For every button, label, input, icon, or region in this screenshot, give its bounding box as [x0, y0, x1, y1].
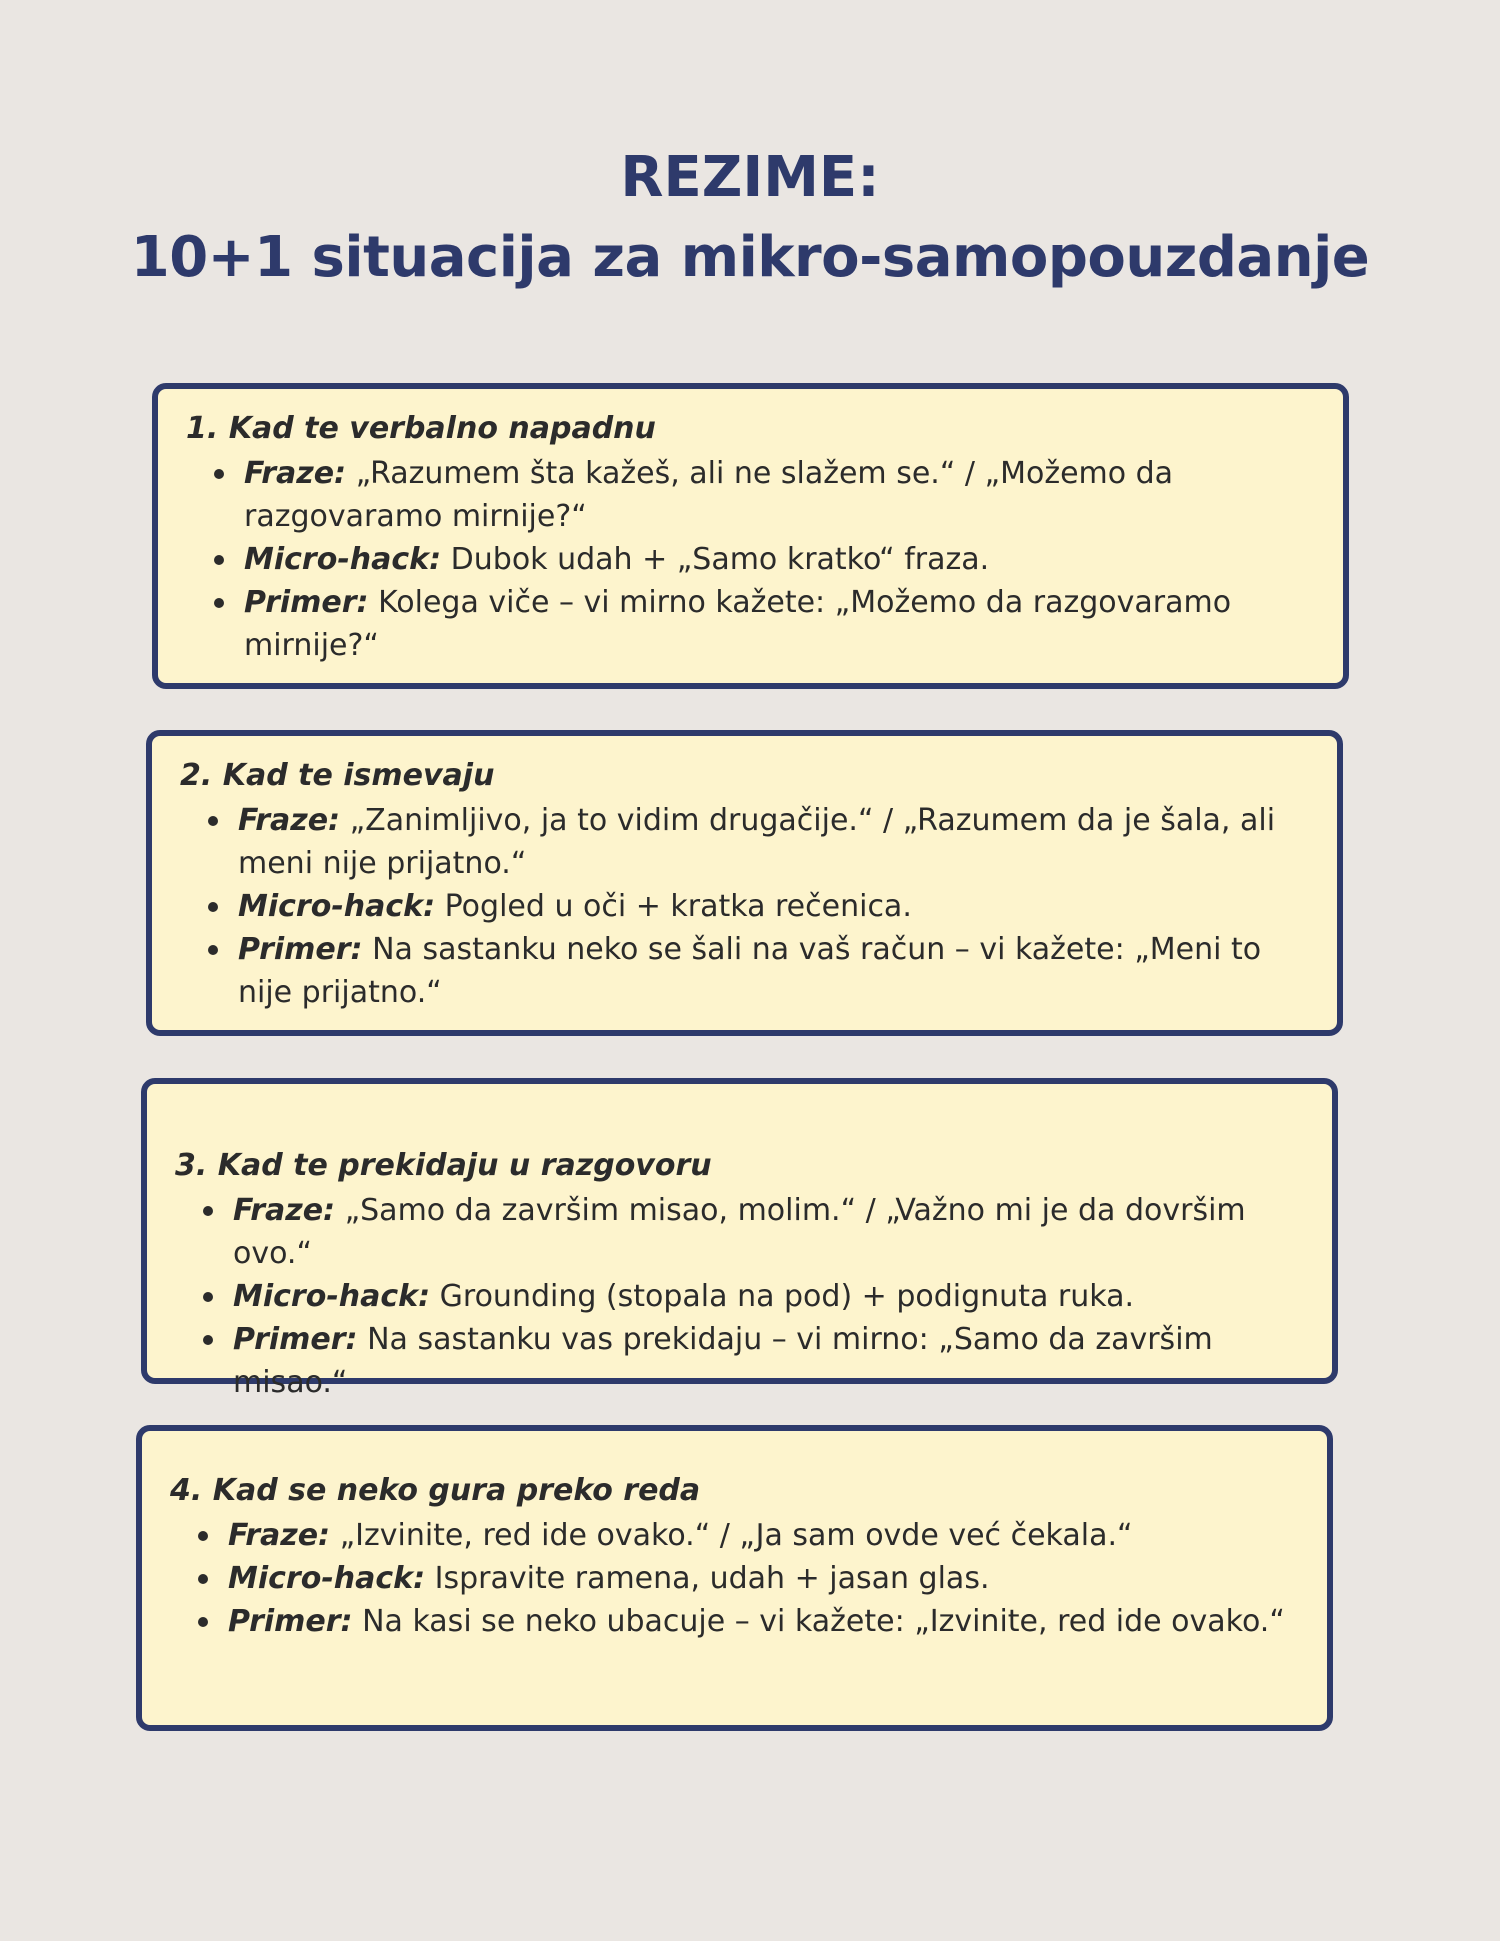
item-text: Kolega viče – vi mirno kažete: „Možemo da razgovaramo mirnije?“ — [244, 585, 1232, 663]
item-text: Na kasi se neko ubacuje – vi kažete: „Izvinite, red ide ovako.“ — [362, 1604, 1285, 1639]
item-label: Micro-hack: — [244, 542, 442, 577]
list-item-fraze — [244, 452, 1315, 538]
list-item-fraze — [233, 1189, 1304, 1275]
item-text: Ispravite ramena, udah + jasan glas. — [434, 1561, 990, 1596]
card-heading: 4. Kad se neko gura preko reda — [170, 1473, 701, 1508]
list-item-primer — [244, 581, 1315, 667]
item-text: Grounding (stopala na pod) + podignuta ruka. — [439, 1279, 1134, 1314]
item-label: Primer: — [244, 585, 369, 620]
card-list — [175, 1189, 1304, 1404]
item-text: „Razumem šta kažeš, ali ne slažem se.“ / „Možemo da razgovaramo mirnije?“ — [244, 456, 1174, 534]
list-item-primer — [233, 1318, 1304, 1404]
item-text: Na sastanku vas prekidaju – vi mirno: „Samo da završim misao.“ — [233, 1322, 1213, 1400]
list-item-fraze — [228, 1514, 1299, 1557]
card-heading: 2. Kad te ismevaju — [180, 758, 495, 793]
item-label: Micro-hack: — [238, 889, 436, 924]
situation-card-1 — [152, 383, 1349, 689]
item-label: Primer: — [233, 1322, 358, 1357]
list-item-primer — [238, 928, 1309, 1014]
item-label: Micro-hack: — [233, 1279, 431, 1314]
situation-card-3 — [141, 1078, 1338, 1400]
card-list — [186, 452, 1315, 667]
item-label: Fraze: — [238, 803, 341, 838]
situation-card-4 — [136, 1425, 1333, 1731]
situation-card-2 — [146, 730, 1343, 1036]
item-text: „Samo da završim misao, molim.“ / „Važno mi je da dovršim ovo.“ — [233, 1193, 1246, 1271]
card-list — [170, 1514, 1299, 1643]
list-item-micro-hack — [244, 538, 1315, 581]
item-text: Na sastanku neko se šali na vaš račun – vi kažete: „Meni to nije prijatno.“ — [238, 932, 1262, 1010]
item-text: „Zanimljivo, ja to vidim drugačije.“ / „Razumem da je šala, ali meni nije prijatno.“ — [238, 803, 1276, 881]
item-label: Primer: — [228, 1604, 353, 1639]
card-heading: 3. Kad te prekidaju u razgovoru — [175, 1148, 712, 1183]
card-list — [180, 799, 1309, 1014]
item-text: Dubok udah + „Samo kratko“ fraza. — [450, 542, 990, 577]
card-heading: 1. Kad te verbalno napadnu — [186, 411, 656, 446]
item-label: Micro-hack: — [228, 1561, 426, 1596]
item-label: Fraze: — [233, 1193, 336, 1228]
list-item-micro-hack — [228, 1557, 1299, 1600]
item-text: „Izvinite, red ide ovako.“ / „Ja sam ovde već čekala.“ — [339, 1518, 1133, 1553]
item-label: Primer: — [238, 932, 363, 967]
item-text: Pogled u oči + kratka rečenica. — [444, 889, 912, 924]
list-item-primer — [228, 1600, 1299, 1643]
list-item-micro-hack — [238, 885, 1309, 928]
page-title-line1: REZIME: — [620, 145, 880, 210]
item-label: Fraze: — [228, 1518, 331, 1553]
page-title-line2: 10+1 situacija za mikro-samopouzdanje — [130, 225, 1370, 290]
list-item-fraze — [238, 799, 1309, 885]
list-item-micro-hack — [233, 1275, 1304, 1318]
item-label: Fraze: — [244, 456, 347, 491]
